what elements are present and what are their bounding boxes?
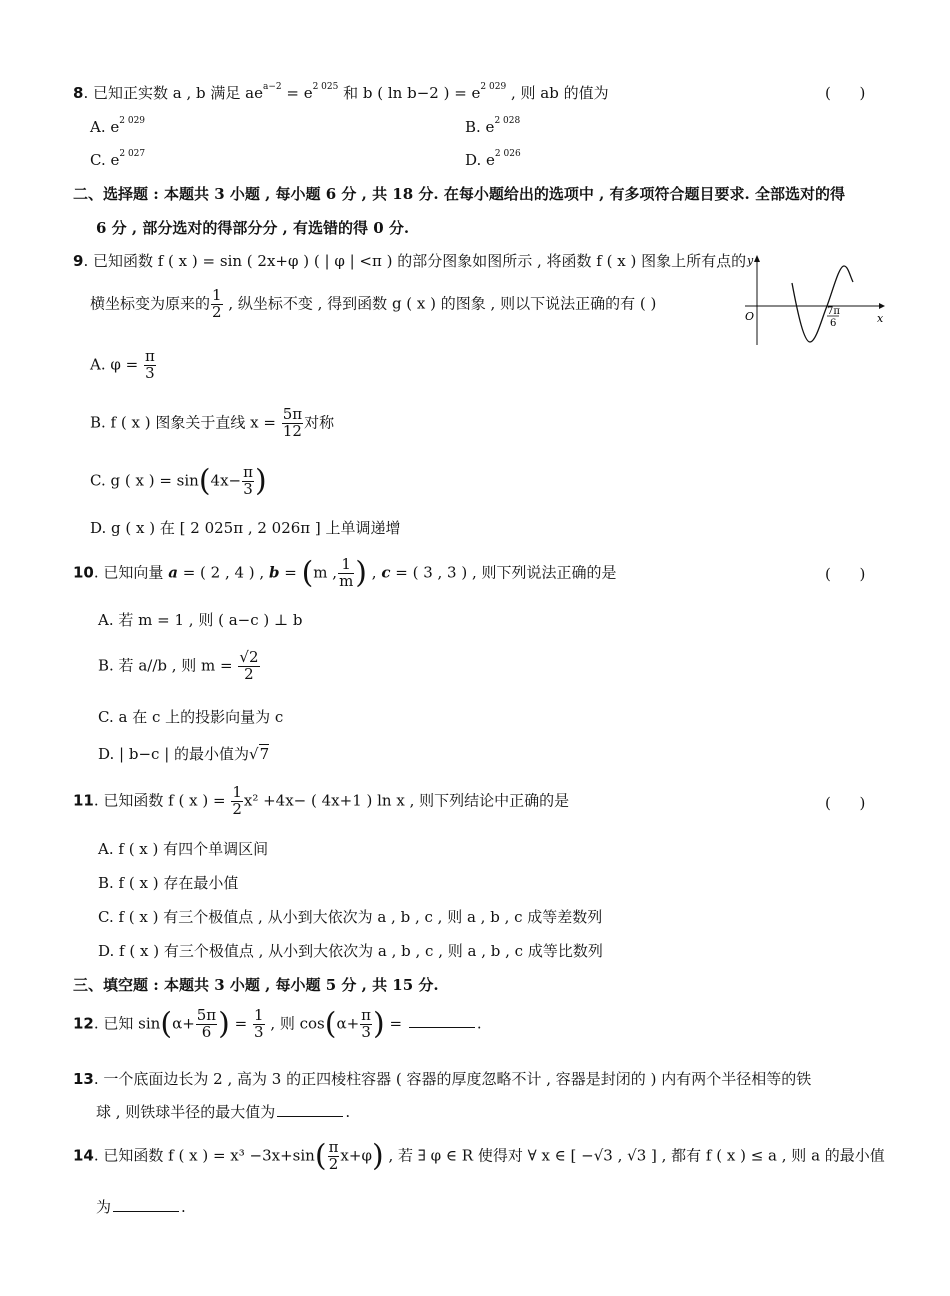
q8-option-a: A. $e^{2 029}$	[90, 116, 146, 136]
q12-number: 12	[73, 1014, 94, 1033]
q8-option-d: D. $e^{2 026}$	[465, 149, 521, 169]
q13-stem: 13. 一个底面边长为 2 , 高为 3 的正四棱柱容器 ( 容器的厚度忽略不计 , 容器是封闭的 ) 内有两个半径相等的铁	[73, 1070, 812, 1088]
q12-answer-blank[interactable]	[409, 1015, 475, 1028]
section2-heading: 二、选择题 : 本题共 3 小题 , 每小题 6 分 , 共 18 分. 在每小题给出的选项中 , 有多项符合题目要求. 全部选对的得	[73, 185, 845, 203]
x-axis-label: x	[877, 312, 884, 325]
q9-option-d: D. g ( x ) 在 [ 2 025π , 2 026π ] 上单调递增	[90, 519, 401, 537]
tick-7pi-denominator: 6	[830, 318, 837, 329]
q11-stem: 11. 已知函数 f ( x ) = $\frac{1}{2}$ x² +4x− ( 4x+1 ) ln x , 则下列结论中正确的是	[73, 783, 570, 818]
q8-number: 8	[73, 84, 84, 102]
q8-stem: 8. 已知正实数 a , b 满足 $ae^{a-2} = e^{2 025}$ 和 b ( ln b−2 ) = $e^{2 029}$ , 则 ab 的值为	[73, 82, 609, 102]
q10-option-b: B. 若 a//b , 则 m = $\frac{√2}{2}$	[98, 648, 259, 683]
q12-stem: 12. 已知 sin(α+ $\frac{5\pi}{6}$ ) = $\frac{1}{3}$ , 则 cos(α+ $\frac{\pi}{3}$ ) = .	[73, 1006, 482, 1042]
q10-option-c: C. a 在 c 上的投影向量为 c	[98, 708, 284, 726]
sine-curve	[792, 266, 853, 342]
q10-option-a: A. 若 m = 1 , 则 ( a−c ) ⊥ b	[98, 611, 303, 629]
y-axis-label: y	[747, 254, 754, 267]
q11-option-d: D. f ( x ) 有三个极值点 , 从小到大依次为 a , b , c , 则 a , b , c 成等比数列	[98, 942, 603, 960]
q10-option-d: D. | b−c | 的最小值为√7	[98, 745, 270, 763]
origin-label: O	[745, 310, 755, 323]
q9-option-a: A. φ = $\frac{\pi}{3}$	[90, 347, 155, 382]
x-axis-arrow	[879, 303, 885, 309]
q9-option-b: B. f ( x ) 图象关于直线 x = $\frac{5\pi}{12}$ 对称	[90, 405, 335, 440]
q10-stem: 10. 已知向量 a = ( 2 , 4 ) , b = (m , $\frac{1}{m}$ ) , c = ( 3 , 3 ) , 则下列说法正确的是	[73, 555, 617, 591]
q9-sine-graph	[735, 250, 885, 350]
section2-heading-cont: 6 分 , 部分选对的得部分分 , 有选错的得 0 分.	[96, 219, 410, 237]
q9-number: 9	[73, 252, 84, 270]
q11-number: 11	[73, 791, 94, 810]
q10-answer-paren: ( )	[825, 565, 866, 583]
q11-option-b: B. f ( x ) 存在最小值	[98, 874, 239, 892]
q14-number: 14	[73, 1146, 94, 1165]
q13-answer-blank[interactable]	[277, 1104, 343, 1117]
tick-7pi-numerator: 7π	[827, 306, 840, 317]
q8-answer-paren: ( )	[825, 84, 866, 102]
q8-option-c: C. $e^{2 027}$	[90, 149, 146, 169]
q8-option-b: B. $e^{2 028}$	[465, 116, 521, 136]
q11-option-a: A. f ( x ) 有四个单调区间	[98, 840, 269, 858]
section3-heading: 三、填空题 : 本题共 3 小题 , 每小题 5 分 , 共 15 分.	[73, 976, 439, 994]
q14-stem: 14. 已知函数 f ( x ) = x³ −3x+sin( $\frac{\pi}{2}$ x+φ) , 若 ∃ φ ∈ R 使得对 ∀ x ∈ [ −√3 , √3 ] , 都有 f ( x ) ≤ a , 则 a 的最小值	[73, 1138, 885, 1174]
q14-stem-cont: 为 .	[96, 1198, 186, 1216]
q9-option-c: C. g ( x ) = sin(4x− $\frac{\pi}{3}$ )	[90, 463, 267, 499]
fraction-one-half: $\frac{1}{2}$	[212, 286, 222, 321]
q10-number: 10	[73, 563, 94, 582]
q11-answer-paren: ( )	[825, 794, 866, 812]
q9-stem-cont: 横坐标变为原来的 $\frac{1}{2}$ , 纵坐标不变 , 得到函数 g ( x ) 的图象 , 则以下说法正确的有 ( )	[90, 286, 657, 321]
q13-number: 13	[73, 1070, 94, 1088]
q11-option-c: C. f ( x ) 有三个极值点 , 从小到大依次为 a , b , c , 则 a , b , c 成等差数列	[98, 908, 603, 926]
y-axis-arrow	[754, 255, 760, 262]
q9-stem: 9. 已知函数 f ( x ) = sin ( 2x+φ ) ( | φ | <π ) 的部分图象如图所示 , 将函数 f ( x ) 图象上所有点的	[73, 252, 747, 270]
q14-answer-blank[interactable]	[113, 1199, 179, 1212]
q13-stem-cont: 球 , 则铁球半径的最大值为 .	[96, 1103, 351, 1121]
